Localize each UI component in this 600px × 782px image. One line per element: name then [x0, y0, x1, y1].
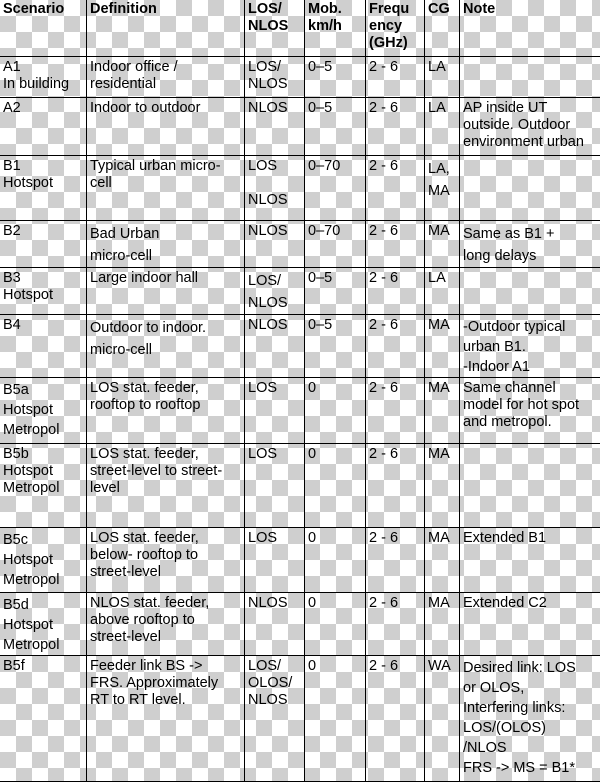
cell-scenario: B5f	[0, 656, 87, 782]
cell-note: Extended B1	[460, 528, 600, 593]
cell-cg: MA	[425, 528, 460, 593]
cell-note: Extended C2	[460, 593, 600, 656]
header-cg: CG	[425, 0, 460, 57]
cell-mobility: 0–70	[305, 156, 366, 221]
cell-mobility: 0–5	[305, 315, 366, 378]
cell-frequency: 2 - 6	[366, 378, 425, 444]
cell-los: NLOS	[245, 315, 305, 378]
cell-frequency: 2 - 6	[366, 221, 425, 268]
table-row	[0, 156, 600, 221]
table-row	[0, 444, 600, 528]
cell-los: LOS	[245, 528, 305, 593]
cell-cg: LA	[425, 98, 460, 156]
cell-los: LOS NLOS	[245, 156, 305, 221]
cell-frequency: 2 - 6	[366, 57, 425, 98]
cell-scenario: B5b Hotspot Metropol	[0, 444, 87, 528]
cell-scenario: A1 In building	[0, 57, 87, 98]
cell-cg: LA	[425, 57, 460, 98]
header-mobility: Mob. km/h	[305, 0, 366, 57]
cell-definition: Outdoor to indoor. micro-cell	[87, 315, 245, 378]
table-row	[0, 57, 600, 98]
cell-note	[460, 156, 600, 221]
cell-cg: MA	[425, 593, 460, 656]
cell-note	[460, 57, 600, 98]
cell-definition: LOS stat. feeder, street-level to street- level	[87, 444, 245, 528]
table-row	[0, 593, 600, 656]
cell-los: LOS/ NLOS	[245, 57, 305, 98]
cell-scenario: A2	[0, 98, 87, 156]
cell-los: NLOS	[245, 221, 305, 268]
cell-definition: Typical urban micro- cell	[87, 156, 245, 221]
cell-mobility: 0–5	[305, 268, 366, 315]
header-los-nlos: LOS/ NLOS	[245, 0, 305, 57]
cell-frequency: 2 - 6	[366, 268, 425, 315]
cell-definition: Large indoor hall	[87, 268, 245, 315]
cell-cg: LA, MA	[425, 156, 460, 221]
cell-frequency: 2 - 6	[366, 593, 425, 656]
cell-note: Desired link: LOS or OLOS, Interfering links: LOS/(OLOS) /NLOS FRS -> MS = B1*	[460, 656, 600, 782]
cell-note	[460, 268, 600, 315]
cell-definition: Bad Urban micro-cell	[87, 221, 245, 268]
cell-los: LOS/ OLOS/ NLOS	[245, 656, 305, 782]
cell-frequency: 2 - 6	[366, 656, 425, 782]
cell-cg: MA	[425, 444, 460, 528]
cell-mobility: 0	[305, 528, 366, 593]
cell-mobility: 0	[305, 593, 366, 656]
cell-mobility: 0–70	[305, 221, 366, 268]
table-row	[0, 656, 600, 782]
table-row	[0, 378, 600, 444]
table-row	[0, 268, 600, 315]
cell-scenario: B1 Hotspot	[0, 156, 87, 221]
cell-note: Same as B1 + long delays	[460, 221, 600, 268]
cell-frequency: 2 - 6	[366, 444, 425, 528]
cell-frequency: 2 - 6	[366, 156, 425, 221]
cell-cg: MA	[425, 378, 460, 444]
cell-note: -Outdoor typical urban B1. -Indoor A1	[460, 315, 600, 378]
cell-cg: MA	[425, 221, 460, 268]
cell-cg: MA	[425, 315, 460, 378]
header-definition: Definition	[87, 0, 245, 57]
cell-los: NLOS	[245, 98, 305, 156]
cell-los: LOS/ NLOS	[245, 268, 305, 315]
cell-frequency: 2 - 6	[366, 98, 425, 156]
cell-los: LOS	[245, 444, 305, 528]
cell-mobility: 0	[305, 656, 366, 782]
cell-definition: Feeder link BS -> FRS. Approximately RT to RT level.	[87, 656, 245, 782]
header-row	[0, 0, 600, 57]
table-row	[0, 315, 600, 378]
cell-note: AP inside UT outside. Outdoor environment urban	[460, 98, 600, 156]
cell-cg: LA	[425, 268, 460, 315]
cell-scenario: B3 Hotspot	[0, 268, 87, 315]
cell-note: Same channel model for hot spot and metropol.	[460, 378, 600, 444]
cell-scenario: B2	[0, 221, 87, 268]
header-note: Note	[460, 0, 600, 57]
cell-frequency: 2 - 6	[366, 528, 425, 593]
cell-scenario: B5c Hotspot Metropol	[0, 528, 87, 593]
cell-definition: Indoor office / residential	[87, 57, 245, 98]
cell-definition: LOS stat. feeder, rooftop to rooftop	[87, 378, 245, 444]
cell-cg: WA	[425, 656, 460, 782]
cell-los: LOS	[245, 378, 305, 444]
table-row	[0, 528, 600, 593]
cell-note	[460, 444, 600, 528]
table-row	[0, 98, 600, 156]
cell-mobility: 0	[305, 378, 366, 444]
cell-los: NLOS	[245, 593, 305, 656]
cell-definition: Indoor to outdoor	[87, 98, 245, 156]
cell-mobility: 0–5	[305, 98, 366, 156]
cell-scenario: B5a Hotspot Metropol	[0, 378, 87, 444]
header-scenario: Scenario	[0, 0, 87, 57]
cell-definition: NLOS stat. feeder, above rooftop to street-level	[87, 593, 245, 656]
cell-scenario: B5d Hotspot Metropol	[0, 593, 87, 656]
cell-frequency: 2 - 6	[366, 315, 425, 378]
cell-mobility: 0	[305, 444, 366, 528]
cell-scenario: B4	[0, 315, 87, 378]
cell-mobility: 0–5	[305, 57, 366, 98]
header-frequency: Frequ ency (GHz)	[366, 0, 425, 57]
table-row	[0, 221, 600, 268]
cell-definition: LOS stat. feeder, below- rooftop to street-level	[87, 528, 245, 593]
